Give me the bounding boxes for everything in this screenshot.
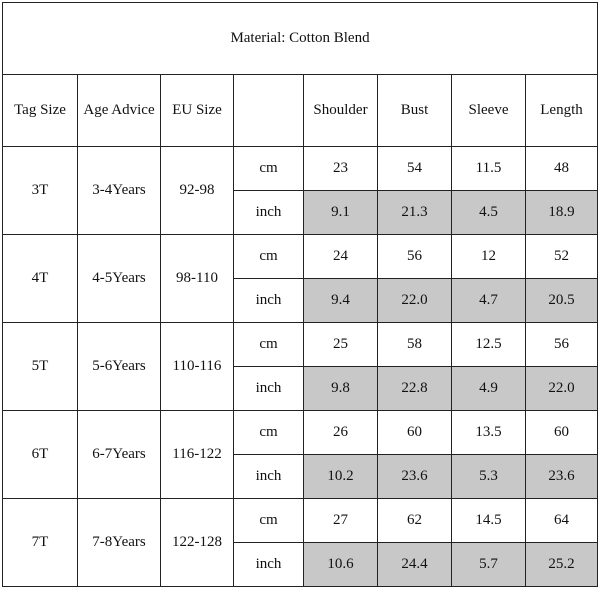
size-chart <box>2 2 597 596</box>
shoulder-cell: 9.8 <box>304 367 378 411</box>
length-cell: 48 <box>526 147 598 191</box>
eu-size-cell: 122-128 <box>161 499 234 587</box>
bust-cell: 23.6 <box>378 455 452 499</box>
shoulder-cell: 27 <box>304 499 378 543</box>
header-age-advice: Age Advice <box>78 75 161 147</box>
table-row <box>3 235 598 279</box>
shoulder-cell: 9.4 <box>304 279 378 323</box>
length-cell: 52 <box>526 235 598 279</box>
header-length: Length <box>526 75 598 147</box>
length-cell: 18.9 <box>526 191 598 235</box>
length-cell: 25.2 <box>526 543 598 587</box>
age-advice-cell: 4-5Years <box>78 235 161 323</box>
header-tag-size: Tag Size <box>3 75 78 147</box>
bust-cell: 21.3 <box>378 191 452 235</box>
shoulder-cell: 25 <box>304 323 378 367</box>
length-cell: 23.6 <box>526 455 598 499</box>
unit-cell: cm <box>234 411 304 455</box>
shoulder-cell: 26 <box>304 411 378 455</box>
sleeve-cell: 5.7 <box>452 543 526 587</box>
eu-size-cell: 98-110 <box>161 235 234 323</box>
table-row <box>3 323 598 367</box>
shoulder-cell: 24 <box>304 235 378 279</box>
tag-size-cell: 5T <box>3 323 78 411</box>
tag-size-cell: 7T <box>3 499 78 587</box>
unit-cell: cm <box>234 323 304 367</box>
shoulder-cell: 10.6 <box>304 543 378 587</box>
sleeve-cell: 4.5 <box>452 191 526 235</box>
unit-cell: inch <box>234 367 304 411</box>
shoulder-cell: 10.2 <box>304 455 378 499</box>
sleeve-cell: 14.5 <box>452 499 526 543</box>
bust-cell: 56 <box>378 235 452 279</box>
sleeve-cell: 13.5 <box>452 411 526 455</box>
unit-cell: inch <box>234 279 304 323</box>
table-title: Material: Cotton Blend <box>3 3 598 75</box>
bust-cell: 22.0 <box>378 279 452 323</box>
header-bust: Bust <box>378 75 452 147</box>
bust-cell: 62 <box>378 499 452 543</box>
shoulder-cell: 9.1 <box>304 191 378 235</box>
age-advice-cell: 3-4Years <box>78 147 161 235</box>
length-cell: 56 <box>526 323 598 367</box>
bust-cell: 22.8 <box>378 367 452 411</box>
bust-cell: 24.4 <box>378 543 452 587</box>
tag-size-cell: 6T <box>3 411 78 499</box>
sleeve-cell: 12.5 <box>452 323 526 367</box>
table-row <box>3 147 598 191</box>
eu-size-cell: 116-122 <box>161 411 234 499</box>
shoulder-cell: 23 <box>304 147 378 191</box>
tag-size-cell: 4T <box>3 235 78 323</box>
unit-cell: cm <box>234 147 304 191</box>
unit-cell: inch <box>234 191 304 235</box>
age-advice-cell: 5-6Years <box>78 323 161 411</box>
length-cell: 64 <box>526 499 598 543</box>
header-eu-size: EU Size <box>161 75 234 147</box>
size-table <box>2 2 598 587</box>
age-advice-cell: 6-7Years <box>78 411 161 499</box>
sleeve-cell: 4.7 <box>452 279 526 323</box>
header-row <box>3 75 598 147</box>
age-advice-cell: 7-8Years <box>78 499 161 587</box>
bust-cell: 54 <box>378 147 452 191</box>
unit-cell: inch <box>234 455 304 499</box>
sleeve-cell: 12 <box>452 235 526 279</box>
header-sleeve: Sleeve <box>452 75 526 147</box>
length-cell: 20.5 <box>526 279 598 323</box>
eu-size-cell: 92-98 <box>161 147 234 235</box>
title-row <box>3 3 598 75</box>
unit-cell: cm <box>234 235 304 279</box>
unit-cell: inch <box>234 543 304 587</box>
unit-cell: cm <box>234 499 304 543</box>
length-cell: 60 <box>526 411 598 455</box>
table-row <box>3 411 598 455</box>
header-shoulder: Shoulder <box>304 75 378 147</box>
sleeve-cell: 5.3 <box>452 455 526 499</box>
table-row <box>3 499 598 543</box>
sleeve-cell: 4.9 <box>452 367 526 411</box>
length-cell: 22.0 <box>526 367 598 411</box>
sleeve-cell: 11.5 <box>452 147 526 191</box>
bust-cell: 60 <box>378 411 452 455</box>
bust-cell: 58 <box>378 323 452 367</box>
tag-size-cell: 3T <box>3 147 78 235</box>
header-unit <box>234 75 304 147</box>
eu-size-cell: 110-116 <box>161 323 234 411</box>
